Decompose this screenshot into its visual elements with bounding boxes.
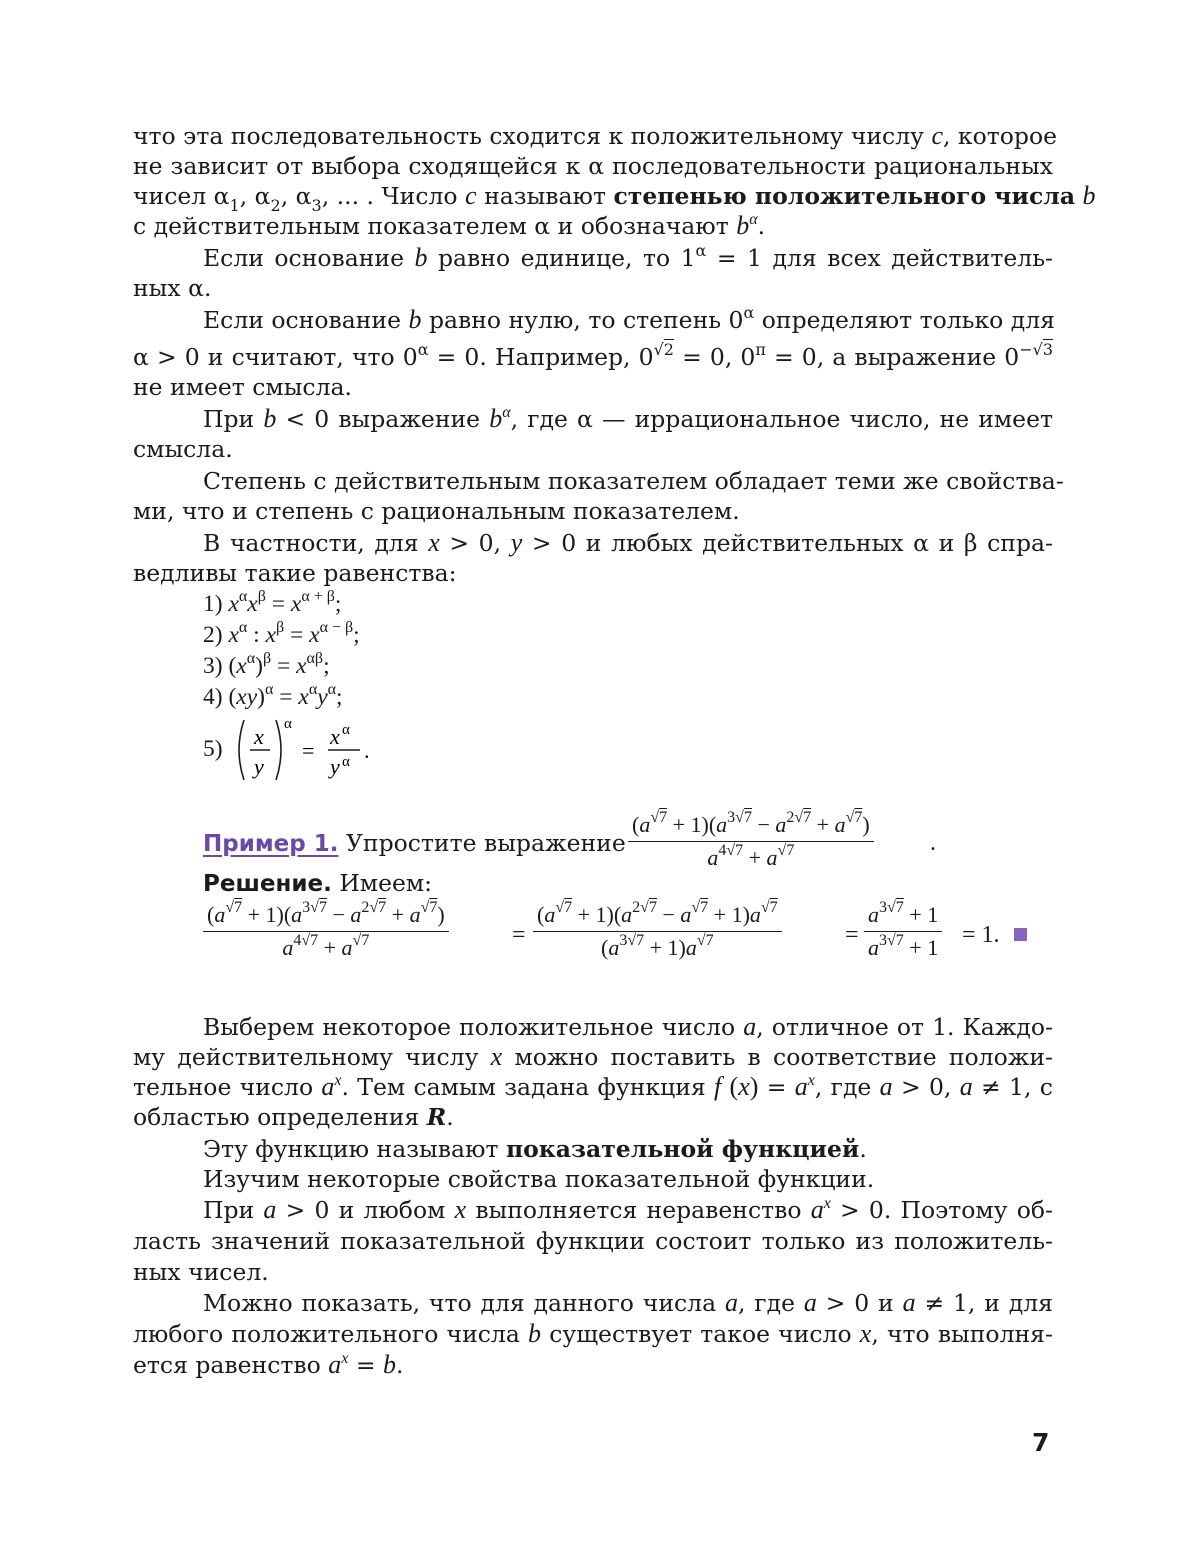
text-line: Степень с действительным показателем обладает теми же свойства- [203,467,1064,495]
text-line: ведливы такие равенства: [133,559,457,587]
solution-fraction-3: $\frac{a^{3√7} + 1}{a^{3√7} + 1}$ [864,902,942,961]
text-line: не имеет смысла. [133,373,352,401]
text-line: ных чисел. [133,1258,269,1286]
formula-1: 1) $x^\alpha x^\beta = x^{\alpha + \beta}$; [203,588,342,617]
text-line: чисел $\alpha_1$, $\alpha_2$, $\alpha_3$, ... . Число c называют степенью положительного числа b [133,181,1096,215]
example-expression: $\frac{(a^{√7} + 1)(a^{3√7} - a^{2√7} + a^{√7})}{a^{4√7} + a^{√7}}$ [628,812,874,871]
text-line: При b < 0 выражение $b^\alpha$, где α — иррациональное число, не имеет [203,404,1053,433]
example-label: Пример 1. [203,831,339,857]
equals-sign: = [512,922,526,948]
svg-text:y: y [330,754,340,779]
text-line: Изучим некоторые свойства показательной функции. [203,1165,875,1193]
example-heading: Пример 1. Упростите выражение [203,829,626,857]
text-line: не зависит от выбора сходящейся к α последовательности рациональных [133,152,1053,180]
text-line: Выберем некоторое положительное число a, отличное от 1. Каждо- [203,1012,1053,1041]
text-line: смысла. [133,435,233,463]
svg-text:α: α [342,754,350,770]
period: . [930,830,936,856]
text-line: что эта последовательность сходится к положительному числу c, которое [133,121,1058,150]
text-line: α > 0 и считают, что $0^\alpha = 0$. Например, $0^{√2} = 0$, $0^\pi = 0$, а выражение $0^{-√3}$ [133,340,1054,371]
svg-text:α: α [284,716,292,732]
solution-fraction-2: $\frac{(a^{√7} + 1)(a^{2√7} - a^{√7} + 1)a^{√7}}{(a^{3√7} + 1)a^{√7}}$ [533,902,782,961]
text-line: Эту функцию называют показательной функцией. [203,1135,867,1163]
result: = 1. [962,922,1027,949]
text-line: ми, что и степень с рациональным показателем. [133,497,740,525]
text-line: областью определения R. [133,1103,454,1131]
solution-heading: Решение. Имеем: [203,869,433,897]
text-line: При a > 0 и любом x выполняется неравенство $a^x > 0$. Поэтому об- [203,1195,1053,1224]
text-line: ных α. [133,274,212,302]
formula-3: 3) $(x^\alpha)^\beta = x^{\alpha\beta}$; [203,650,330,679]
text-line: ласть значений показательной функции состоит только из положитель- [133,1227,1053,1255]
text-line: Если основание b равно нулю, то степень $0^\alpha$ определяют только для [203,303,1056,334]
svg-text:x: x [254,724,264,749]
svg-text:α: α [342,722,350,738]
text-line: В частности, для x > 0, y > 0 и любых действительных α и β спра- [203,528,1053,557]
end-of-solution-icon [1014,928,1027,941]
formula-2: 2) $x^\alpha$ : $x^\beta = x^{\alpha - \beta}$; [203,619,360,648]
text-line: любого положительного числа b существует такое число x, что выполня- [133,1319,1053,1348]
text-line: тельное число $a^x$. Тем самым задана функция f $(x) = a^x$, где a > 0, a ≠ 1, с [133,1072,1053,1101]
text-line: с действительным показателем α и обозначают $b^\alpha$. [133,211,766,240]
solution-label: Решение. [203,871,332,897]
svg-text:y: y [254,754,264,779]
formula-5 [232,712,392,788]
text-line: ется равенство $a^x = b$. [133,1350,404,1379]
page-number: 7 [1032,1428,1050,1457]
svg-text:x: x [330,724,340,749]
text-line: Если основание b равно единице, то $1^\alpha = 1$ для всех действитель- [203,241,1053,272]
equals-sign: = [845,922,859,948]
formula-4: 4) $(xy)^\alpha = x^\alpha y^\alpha$; [203,681,343,710]
text-line: Можно показать, что для данного числа a, где a > 0 и a ≠ 1, и для [203,1288,1053,1317]
svg-text:=: = [302,738,315,763]
svg-text:.: . [364,738,370,763]
formula-5-label: 5) [203,736,223,762]
solution-fraction-1: $\frac{(a^{√7} + 1)(a^{3√7} - a^{2√7} + a^{√7})}{a^{4√7} + a^{√7}}$ [203,902,449,961]
text-line: му действительному числу x можно поставить в соответствие положи- [133,1042,1053,1071]
